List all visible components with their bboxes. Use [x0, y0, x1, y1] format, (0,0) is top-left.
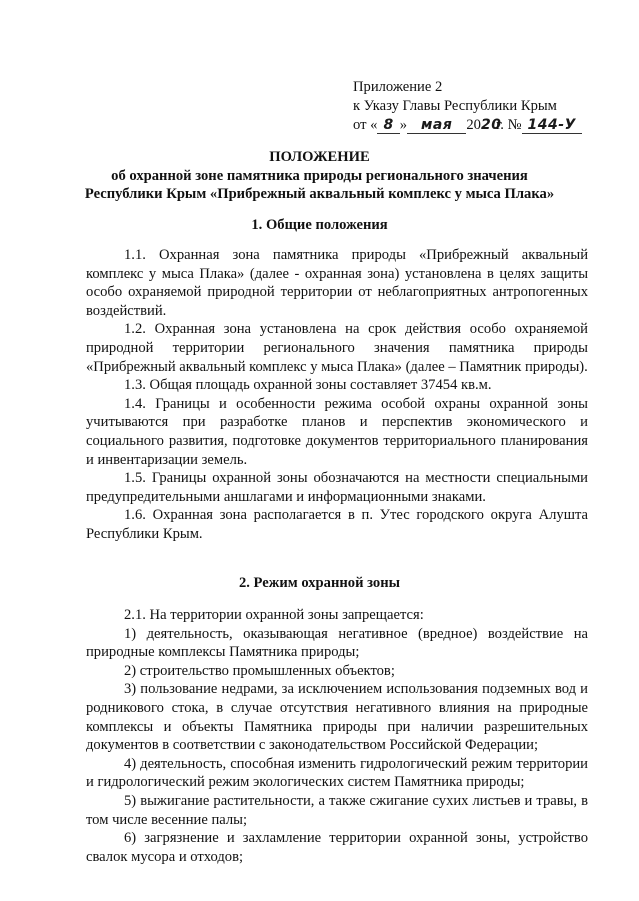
list-item-2: 2) строительство промышленных объектов;: [124, 662, 395, 679]
handwritten-day: 8: [377, 117, 399, 134]
section-1-body: [86, 246, 588, 544]
document-title: ПОЛОЖЕНИЕ: [269, 149, 370, 165]
appendix-date-line: [353, 116, 582, 135]
document-subtitle-line-2: Республики Крым «Прибрежный аквальный комплекс у мыса Плака»: [84, 186, 555, 202]
paragraph-1-1: 1.1. Охранная зона памятника природы «Прибрежный аквальный комплекс у мыса Плака» (далее - охранная зона) установлена в целях защиты особо охраняемой природной территории от неблагоприятных антропогенных воздействий.: [86, 247, 588, 319]
list-item-1: 1) деятельность, оказывающая негативное (вредное) воздействие на природные комплексы Памятника природы;: [86, 625, 588, 661]
appendix-line-1: Приложение 2: [353, 79, 443, 95]
list-item-5: 5) выжигание растительности, а также сжигание сухих листьев и травы, в том числе весенние палы;: [86, 792, 588, 828]
appendix-line-2: к Указу Главы Республики Крым: [353, 98, 557, 114]
list-item-6: 6) загрязнение и захламление территории охранной зоны, устройство свалок мусора и отходов;: [86, 830, 588, 865]
section-1-heading: 1. Общие положения: [251, 217, 388, 233]
date-mid: »: [399, 117, 407, 133]
paragraph-1-3: 1.3. Общая площадь охранной зоны составляет 37454 кв.м.: [124, 377, 492, 394]
paragraph-1-2: 1.2. Охранная зона установлена на срок действия особо охраняемой природной территории регионального значения памятника природы «Прибрежный аквальный комплекс у мыса Плака» (далее – Памятник природы).: [86, 321, 588, 375]
date-prefix: от «: [353, 117, 378, 133]
section-2-body: [86, 606, 588, 866]
paragraph-1-4: 1.4. Границы и особенности режима особой охраны охранной зоны учитываются при разработке планов и перспектив экономического и социального развития, подготовке документов территориального планирования и инвентаризации земель.: [86, 395, 588, 468]
paragraph-1-5: 1.5. Границы охранной зоны обозначаются на местности специальными предупредительными аншлагами и информационными знаками.: [86, 470, 588, 505]
handwritten-year: 20: [480, 117, 502, 133]
year-prefix: 20: [466, 117, 481, 133]
handwritten-month: мая: [407, 117, 466, 134]
appendix-block: [353, 78, 582, 135]
paragraph-2-1: 2.1. На территории охранной зоны запрещается:: [124, 607, 424, 623]
section-2-heading: 2. Режим охранной зоны: [238, 575, 401, 591]
year-suffix: г. №: [495, 117, 522, 133]
paragraph-1-6: 1.6. Охранная зона располагается в п. Утес городского округа Алушта Республики Крым.: [86, 507, 588, 542]
list-item-4: 4) деятельность, способная изменить гидрологический режим территории и гидрологический режим экологических систем Памятника природы;: [86, 755, 588, 791]
list-item-3: 3) пользование недрами, за исключением использования подземных вод и родникового стока, в случае отсутствия негативного влияния на природные комплексы и объекты Памятника природы при наличии разрешительных документов в соответствии с законодательством Российской Федерации;: [86, 681, 588, 754]
handwritten-number: 144-У: [522, 117, 582, 134]
document-subtitle-line-1: об охранной зоне памятника природы регионального значения: [111, 168, 528, 184]
